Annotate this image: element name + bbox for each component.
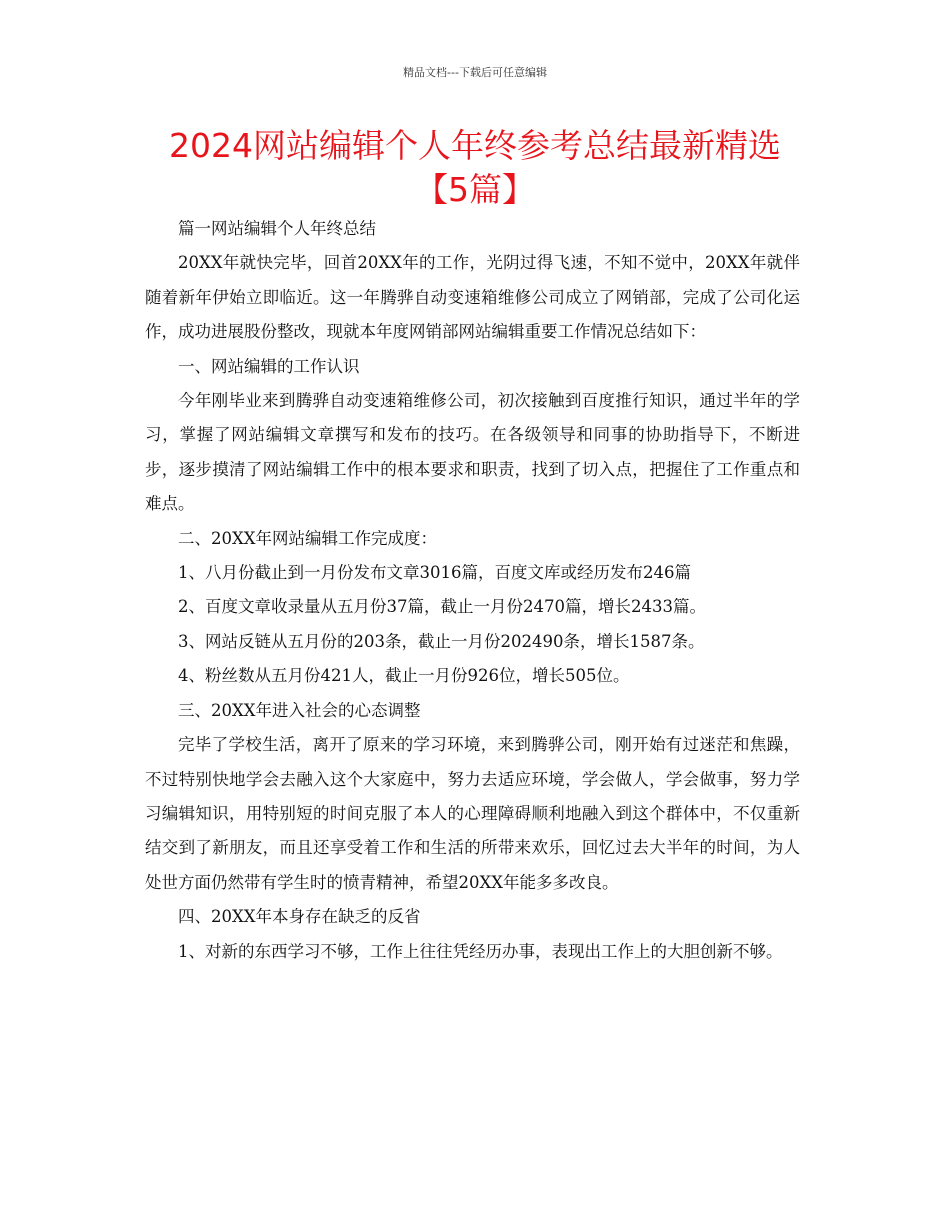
list-item: 4、粉丝数从五月份421人，截止一月份926位，增长505位。 xyxy=(178,666,630,686)
list-item: 1、八月份截止到一月份发布文章3016篇，百度文库或经历发布246篇 xyxy=(178,563,691,583)
paragraph: 篇一网站编辑个人年终总结 xyxy=(178,219,376,238)
document-body xyxy=(145,212,800,969)
header-note: 精品文档---下载后可任意编辑 xyxy=(403,66,547,79)
section-heading: 二、20XX年网站编辑工作完成度： xyxy=(178,528,437,548)
list-item: 1、对新的东西学习不够，工作上往往凭经历办事，表现出工作上的大胆创新不够。 xyxy=(178,941,783,961)
document-title: 2024网站编辑个人年终参考总结最新精选【5篇】 xyxy=(169,126,781,209)
paragraph: 今年刚毕业来到腾骅自动变速箱维修公司，初次接触到百度推行知识，通过半年的学习，掌握了网站编辑文章撰写和发布的技巧。在各级领导和同事的协助指导下，不断进步，逐步摸清了网站编辑工作中的根本要求和职责，找到了切入点，把握住了工作重点和难点。 xyxy=(145,391,800,514)
list-item: 3、网站反链从五月份的203条，截止一月份202490条，增长1587条。 xyxy=(178,631,705,651)
section-heading: 三、20XX年进入社会的心态调整 xyxy=(178,700,421,720)
paragraph: 完毕了学校生活，离开了原来的学习环境，来到腾骅公司，刚开始有过迷茫和焦躁，不过特别快地学会去融入这个大家庭中，努力去适应环境，学会做人，学会做事，努力学习编辑知识，用特别短的时间克服了本人的心理障碍顺利地融入到这个群体中，不仅重新结交到了新朋友，而且还享受着工作和生活的所带来欢乐，回忆过去大半年的时间，为人处世方面仍然带有学生时的愤青精神，希望20XX年能多多改良。 xyxy=(145,735,800,892)
section-heading: 一、网站编辑的工作认识 xyxy=(178,356,360,376)
list-item: 2、百度文章收录量从五月份37篇，截止一月份2470篇，增长2433篇。 xyxy=(178,597,706,617)
paragraph: 20XX年就快完毕，回首20XX年的工作，光阴过得飞速，不知不觉中，20XX年就伴随着新年伊始立即临近。这一年腾骅自动变速箱维修公司成立了网销部，完成了公司化运作，成功进展股份整改，现就本年度网销部网站编辑重要工作情况总结如下： xyxy=(145,253,800,342)
section-heading: 四、20XX年本身存在缺乏的反省 xyxy=(178,907,421,927)
